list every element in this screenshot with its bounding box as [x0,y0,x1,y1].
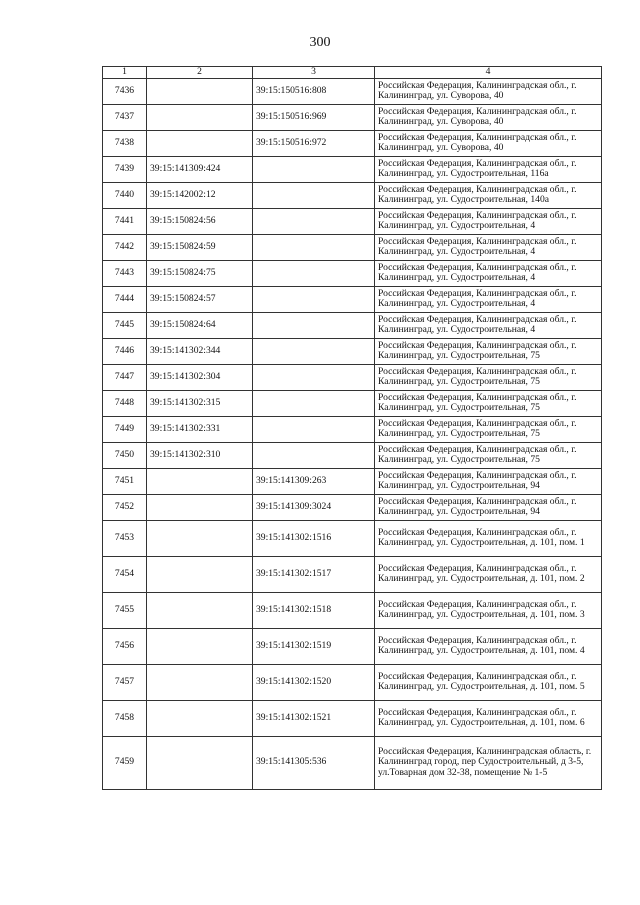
cadastral-number-cell [147,468,253,494]
row-number-cell: 7458 [103,700,147,736]
page-number: 300 [309,35,331,50]
table-row [103,78,602,104]
table-row [103,468,602,494]
object-cadastral-number-cell: 39:15:141302:1517 [253,556,375,592]
object-cadastral-number-cell: 39:15:150516:969 [253,104,375,130]
object-cadastral-number-cell: 39:15:141305:536 [253,736,375,789]
object-cadastral-number-cell [253,286,375,312]
address-cell: Российская Федерация, Калининградская обл., г. Калининград, ул. Судостроительная, 94 [375,494,602,520]
table-row [103,700,602,736]
object-cadastral-number-cell: 39:15:141302:1519 [253,628,375,664]
object-cadastral-number-cell [253,234,375,260]
address-cell: Российская Федерация, Калининградская обл., г. Калининград, ул. Судостроительная, д. 101, пом. 1 [375,520,602,556]
address-cell: Российская Федерация, Калининградская обл., г. Калининград, ул. Судостроительная, 140а [375,182,602,208]
row-number-cell: 7450 [103,442,147,468]
row-number-cell: 7445 [103,312,147,338]
row-number-cell: 7444 [103,286,147,312]
row-number-cell: 7442 [103,234,147,260]
column-header-4: 4 [375,67,602,79]
address-cell: Российская Федерация, Калининградская обл., г. Калининград, ул. Судостроительная, 75 [375,416,602,442]
table-row [103,556,602,592]
table-row [103,416,602,442]
object-cadastral-number-cell [253,442,375,468]
column-header-1: 1 [103,67,147,79]
row-number-cell: 7453 [103,520,147,556]
row-number-cell: 7439 [103,156,147,182]
table-row [103,494,602,520]
row-number-cell: 7448 [103,390,147,416]
object-cadastral-number-cell: 39:15:150516:972 [253,130,375,156]
cadastral-number-cell: 39:15:150824:56 [147,208,253,234]
address-cell: Российская Федерация, Калининградская обл., г. Калининград, ул. Судостроительная, 75 [375,442,602,468]
column-number-row [103,67,602,79]
address-cell: Российская Федерация, Калининградская обл., г. Калининград, ул. Суворова, 40 [375,78,602,104]
row-number-cell: 7451 [103,468,147,494]
cadastral-number-cell [147,520,253,556]
cadastral-number-cell [147,664,253,700]
row-number-cell: 7456 [103,628,147,664]
object-cadastral-number-cell [253,390,375,416]
cadastral-number-cell: 39:15:150824:75 [147,260,253,286]
cadastral-number-cell: 39:15:141302:304 [147,364,253,390]
row-number-cell: 7449 [103,416,147,442]
object-cadastral-number-cell [253,182,375,208]
object-cadastral-number-cell [253,338,375,364]
address-cell: Российская Федерация, Калининградская обл., г. Калининград, ул. Судостроительная, 4 [375,208,602,234]
table-row [103,736,602,789]
row-number-cell: 7437 [103,104,147,130]
table-row [103,104,602,130]
cadastral-number-cell: 39:15:141309:424 [147,156,253,182]
address-cell: Российская Федерация, Калининградская область, г. Калининград город, пер Судостроительный, д 3-5, ул.Товарная дом 32-38, помещение № 1-5 [375,736,602,789]
table-row [103,442,602,468]
object-cadastral-number-cell: 39:15:141309:3024 [253,494,375,520]
object-cadastral-number-cell [253,260,375,286]
table-row [103,312,602,338]
object-cadastral-number-cell: 39:15:141302:1521 [253,700,375,736]
cadastral-number-cell: 39:15:141302:310 [147,442,253,468]
cadastral-number-cell [147,592,253,628]
object-cadastral-number-cell [253,156,375,182]
cadastral-number-cell: 39:15:142002:12 [147,182,253,208]
cadastral-number-cell [147,104,253,130]
object-cadastral-number-cell: 39:15:141309:263 [253,468,375,494]
registry-table [102,66,602,790]
row-number-cell: 7455 [103,592,147,628]
row-number-cell: 7441 [103,208,147,234]
object-cadastral-number-cell: 39:15:141302:1520 [253,664,375,700]
cadastral-number-cell: 39:15:150824:59 [147,234,253,260]
row-number-cell: 7454 [103,556,147,592]
cadastral-number-cell: 39:15:141302:331 [147,416,253,442]
address-cell: Российская Федерация, Калининградская обл., г. Калининград, ул. Судостроительная, 75 [375,364,602,390]
table-row [103,628,602,664]
object-cadastral-number-cell: 39:15:141302:1518 [253,592,375,628]
row-number-cell: 7438 [103,130,147,156]
address-cell: Российская Федерация, Калининградская обл., г. Калининград, ул. Судостроительная, д. 101, пом. 4 [375,628,602,664]
address-cell: Российская Федерация, Калининградская обл., г. Калининград, ул. Судостроительная, д. 101, пом. 2 [375,556,602,592]
address-cell: Российская Федерация, Калининградская обл., г. Калининград, ул. Судостроительная, 4 [375,260,602,286]
address-cell: Российская Федерация, Калининградская обл., г. Калининград, ул. Судостроительная, д. 101, пом. 3 [375,592,602,628]
row-number-cell: 7452 [103,494,147,520]
address-cell: Российская Федерация, Калининградская обл., г. Калининград, ул. Судостроительная, 4 [375,312,602,338]
column-header-3: 3 [253,67,375,79]
address-cell: Российская Федерация, Калининградская обл., г. Калининград, ул. Судостроительная, 75 [375,338,602,364]
object-cadastral-number-cell: 39:15:150516:808 [253,78,375,104]
cadastral-number-cell: 39:15:141302:315 [147,390,253,416]
object-cadastral-number-cell [253,364,375,390]
table-row [103,664,602,700]
cadastral-number-cell [147,628,253,664]
row-number-cell: 7447 [103,364,147,390]
table-row [103,208,602,234]
row-number-cell: 7443 [103,260,147,286]
object-cadastral-number-cell [253,208,375,234]
row-number-cell: 7459 [103,736,147,789]
table-row [103,390,602,416]
cadastral-number-cell: 39:15:150824:64 [147,312,253,338]
row-number-cell: 7436 [103,78,147,104]
table-row [103,364,602,390]
table-row [103,182,602,208]
table-row [103,260,602,286]
cadastral-number-cell [147,736,253,789]
row-number-cell: 7457 [103,664,147,700]
address-cell: Российская Федерация, Калининградская обл., г. Калининград, ул. Судостроительная, д. 101, пом. 6 [375,700,602,736]
row-number-cell: 7446 [103,338,147,364]
table-row [103,130,602,156]
row-number-cell: 7440 [103,182,147,208]
object-cadastral-number-cell: 39:15:141302:1516 [253,520,375,556]
object-cadastral-number-cell [253,416,375,442]
column-header-2: 2 [147,67,253,79]
address-cell: Российская Федерация, Калининградская обл., г. Калининград, ул. Судостроительная, 4 [375,286,602,312]
cadastral-number-cell [147,556,253,592]
cadastral-number-cell [147,130,253,156]
cadastral-number-cell [147,700,253,736]
table-row [103,286,602,312]
table-row [103,520,602,556]
address-cell: Российская Федерация, Калининградская обл., г. Калининград, ул. Судостроительная, 4 [375,234,602,260]
cadastral-number-cell: 39:15:150824:57 [147,286,253,312]
address-cell: Российская Федерация, Калининградская обл., г. Калининград, ул. Суворова, 40 [375,130,602,156]
cadastral-number-cell [147,494,253,520]
address-cell: Российская Федерация, Калининградская обл., г. Калининград, ул. Судостроительная, 94 [375,468,602,494]
object-cadastral-number-cell [253,312,375,338]
address-cell: Российская Федерация, Калининградская обл., г. Калининград, ул. Суворова, 40 [375,104,602,130]
table-row [103,234,602,260]
table-row [103,338,602,364]
table-body [103,78,602,789]
table-row [103,156,602,182]
address-cell: Российская Федерация, Калининградская обл., г. Калининград, ул. Судостроительная, 75 [375,390,602,416]
cadastral-number-cell: 39:15:141302:344 [147,338,253,364]
table-row [103,592,602,628]
address-cell: Российская Федерация, Калининградская обл., г. Калининград, ул. Судостроительная, 116а [375,156,602,182]
cadastral-number-cell [147,78,253,104]
address-cell: Российская Федерация, Калининградская обл., г. Калининград, ул. Судостроительная, д. 101, пом. 5 [375,664,602,700]
